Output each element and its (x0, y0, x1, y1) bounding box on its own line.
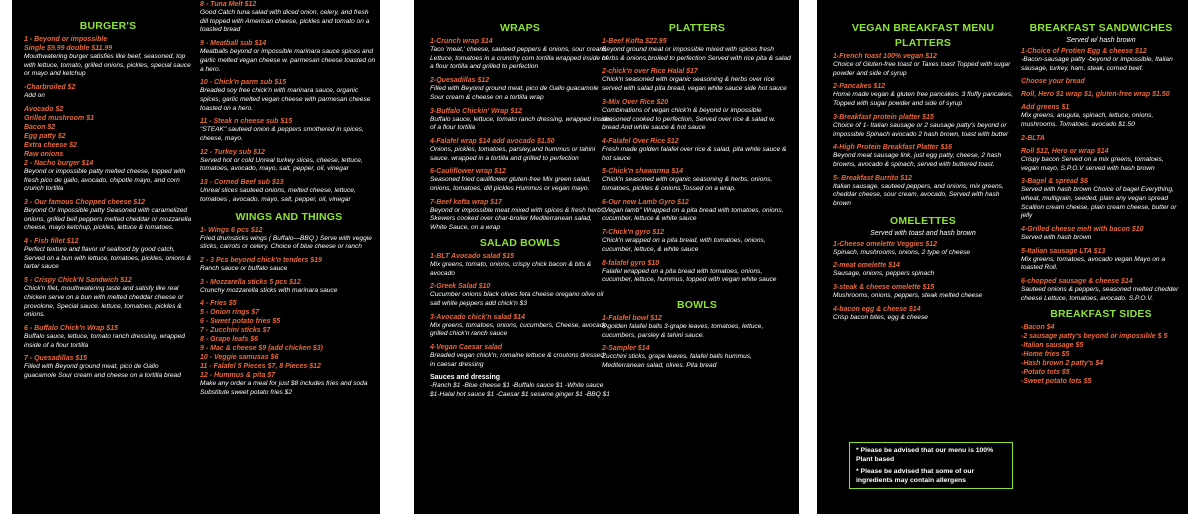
menu-item (430, 137, 610, 163)
section-title-breakfast-sandwiches: BREAKFAST SANDWICHES (1029, 22, 1173, 34)
sauces-list: -Ranch $1 -Blue cheese $1 -Buffalo sauce $1 -White sauce $1-Halal hot sauce $1 -Caesar $1 sesame ginger $1 -BBQ $1 (430, 382, 610, 399)
menu-item-title: Roll, Hero $1 wrap $1, gluten-free wrap $1.50 (1021, 91, 1170, 99)
menu-item-description: "Vegan lamb" Wrapped on a pita bread with tomatoes, onions, cucumber, lettuce & white sauce (602, 206, 784, 223)
side-item: -Italian sausage $5 (1021, 341, 1084, 349)
menu-item (200, 226, 378, 252)
menu-item-title: 1-Falafel bowl $12 (602, 314, 662, 322)
menu-item-title: 10 - Chick'n parm sub $15 (200, 79, 287, 87)
menu-item (24, 324, 192, 350)
menu-item-title: 1 - Beyond or impossible (24, 36, 108, 43)
menu-item-description: Filled with Beyond ground meat, pico de Gallo guacamole Sour cream and cheese on a tortilla bread (24, 363, 181, 380)
menu-item (200, 278, 378, 296)
menu-item-title: 2-meat omelette $14 (833, 262, 900, 270)
menu-item-title: 3-Buffalo Chickin' Wrap $12 (430, 107, 523, 115)
menu-item (430, 37, 610, 72)
wings-list (200, 226, 378, 398)
menu-item (602, 198, 792, 224)
menu-item-description: Breaded soy free chick'n with marinara sauce, organic spices, garlic melted vegan cheese with parmesan cheese toasted on a hero. (200, 87, 371, 112)
menu-item-title: 3-Avocado chick'n salad $14 (430, 313, 526, 321)
menu-page-3 (817, 0, 1188, 514)
menu-item-description: Filled with Beyond ground meat, pico de Gallo guacamole Sour cream & cheese on a tortilla wrap (430, 85, 599, 101)
menu-item (1021, 277, 1181, 303)
subs-wings-column (200, 0, 378, 402)
menu-item-title: Raw onions (24, 150, 64, 158)
menu-item-description: Mouthwatering burger satisfies like beef, seasoned, top with lettuce, tomato, grilled onions, pickles, special sauce or mayo and ketchup (24, 53, 191, 78)
menu-item-description: Beyond meat sausage link, just egg patty, cheese, 2 hash browns, avocado & spinach, served with buttered toast. (833, 152, 1002, 168)
section-title-wings: WINGS AND THINGS (235, 210, 343, 223)
allergen-notice-box (849, 442, 1013, 489)
menu-item-description: Home made vegan & gluten free pancakes. 3 fluffy pancakes, Topped with sugar powder and side of syrup (833, 91, 1013, 108)
menu-item-title: 4-Falafel Over Rice $12 (602, 137, 679, 145)
menu-item-description: Meatballs beyond or impossible marinara sauce spices and garlic melted vegan cheese w. parmesan cheese toasted on a hero. (200, 48, 376, 73)
vegan-breakfast-column (833, 22, 1013, 327)
menu-item-title: 3-Mix Over Rice $20 (602, 98, 669, 106)
menu-item-title: 7 - Zucchini sticks $7 (200, 327, 271, 335)
menu-item (833, 240, 1013, 258)
menu-item-description: Falafel wrapped on a pita bread with tomatoes, onions, cucumber, lettuce, hummus, topped with vegan white sauce (602, 267, 777, 284)
menu-item (602, 314, 792, 340)
menu-item-description: Choice of 1- Italian sausage or 2 sausage patty's beyond or impossible Spinach avocado 2 hash brown, toast with butter (833, 121, 1009, 138)
sauces-block (430, 373, 610, 399)
menu-item (833, 305, 1013, 323)
menu-item-title: -Charbroiled $2 (24, 84, 76, 92)
menu-item-title: Single $9.99 double $11.99 (24, 45, 113, 52)
menu-item-description: Seasoned fried cauliflower gluten-free Mix green salad, onions, tomatoes, dill pickles Hummus or vegan mayo. (430, 176, 591, 193)
menu-item-description: Combinations of vegan chick'n & beyond or impossible seasoned cooked to perfection, Served over rice & salad w. bread And white sauce & hot sauce (602, 106, 776, 132)
menu-item (1021, 90, 1181, 99)
side-item: -2 sausage patty's beyond or impossible $ 5 (1021, 332, 1168, 340)
menu-item-description: Fresh made golden falafel over rice & salad, pita white sauce & hot sauce (602, 145, 787, 162)
menu-item-title: 2 - Nacho burger $14 (24, 159, 94, 167)
burgers-column (24, 20, 192, 385)
menu-item (1021, 103, 1181, 129)
menu-item (1021, 47, 1181, 73)
menu-item-description: Served with hash brown Choice of bagel Everything, wheat, multigrain, seeded, plain any vegan spread Scallion cream cheese, plain cream cheese, butter or jelly (1021, 186, 1177, 220)
menu-item (200, 39, 378, 74)
menu-item (1021, 77, 1181, 86)
wraps-list (430, 37, 610, 233)
menu-item-title: 3 - Our famous Chopped cheese $12 (24, 198, 145, 206)
menu-item-title: 12 - Hummus & pita $7 (200, 372, 276, 380)
menu-item (1021, 225, 1181, 243)
menu-page-1 (12, 0, 380, 514)
menu-item-description: Good Catch tuna salad with diced onion, celery, and fresh dill topped with American cheese, pickles and tomato on a toasted bread (200, 9, 370, 34)
menu-item-title: 7 - Quesadillas $15 (24, 355, 88, 363)
menu-item-title: 9 - Meatball sub $14 (200, 40, 267, 48)
menu-item-description: Taco 'meat,' cheese, sauteed peppers & onions, sour cream, Lettuce, tomatoes in a crunchy corn tortilla wrapped inside of a flour tortilla and grilled to perfection (430, 46, 608, 71)
menu-item-description: Mix greens, tomatoes, onions, cucumbers, Cheese, avocado, grilled chick'n ranch sauce (430, 321, 609, 338)
menu-item-description: -Bacon-sausage patty -beyond or impossible, Italian sausage, turkey, ham, steak, corned beef. (1021, 56, 1173, 72)
bowls-list (602, 314, 792, 371)
menu-item-title: 4-Falafel wrap $14 add avocado $1.50 (430, 137, 555, 145)
side-item: -Hash brown 2 patty's $4 (1021, 359, 1104, 367)
menu-item-description: Cucumber onions black olives feta cheese oregano olive oil salt white peppers add chick'n $3 (430, 291, 604, 307)
menu-item (200, 256, 378, 274)
menu-item-title: 4-High Protein Breakfast Platter $16 (833, 144, 953, 152)
platters-list (602, 37, 792, 285)
menu-item-description: Crispy bacon Served on a mix greens, tomatoes, vegan mayo, S.P.O.V served with hash brown (1021, 155, 1164, 172)
menu-item-title: Extra cheese $2 (24, 141, 77, 149)
plant-based-note: * Please be advised that our menu is 100% Plant based (856, 447, 994, 463)
menu-item-description: Breaded vegan chick'n, romaine lettuce & croutons dressed in caesar dressing (430, 352, 604, 368)
menu-item-description: "STEAK" sauteed onion & peppers smothered in spices, cheese, mayo. (200, 126, 364, 143)
menu-item-title: 3 - Mozzarella sticks 5 pcs $12 (200, 278, 301, 286)
menu-item-title: 1-Crunch wrap $14 (430, 38, 493, 45)
menu-item-description: Chick'n filet, mouthwatering taste and satisfy like real chicken serve on a bun with melted cheddar cheese or provolone, Special sauce. lettuce, tomatoes, pickles & onions. (24, 285, 184, 319)
menu-item-title: 2-Greek Salad $10 (430, 283, 491, 291)
menu-item (24, 123, 192, 132)
menu-item (200, 344, 378, 353)
menu-item-title: 6 - Sweet potato fries $5 (200, 318, 281, 326)
menu-item-title: 1-French toast 100% vegan $12 (833, 53, 937, 60)
menu-item-description: Crunchy mozzarella sticks with marinara sauce (200, 286, 338, 294)
menu-item (200, 353, 378, 362)
menu-item (1021, 134, 1181, 143)
menu-item-description: Italian sausage, sauteed peppers, and onions, mix greens, cheddar cheese, sour cream, avocado, Served with hash brown (833, 182, 1004, 208)
side-item: -Bacon $4 (1021, 323, 1055, 331)
menu-item-description: Mix greens, tomato, onions, crispy chick bacon & bits & avocado (430, 260, 592, 277)
menu-item-title: 1-Beef Kofta $22.95 (602, 38, 667, 45)
menu-item-title: Egg patty $2 (24, 132, 66, 140)
menu-item-description: Add on (24, 92, 45, 100)
menu-item (430, 167, 610, 193)
wraps-salad-column (430, 22, 610, 404)
menu-item (200, 148, 378, 174)
menu-item (602, 137, 792, 163)
menu-item (24, 105, 192, 114)
menu-item-title: Add greens $1 (1021, 104, 1070, 112)
section-title-breakfast-sides: BREAKFAST SIDES (1050, 307, 1152, 320)
section-title-platters-breakfast: PLATTERS (894, 37, 952, 49)
menu-item-title: 9 - Mac & cheese $9 (add chicken $3) (200, 345, 323, 353)
section-title-vegan-breakfast: VEGAN BREAKFAST MENU (851, 22, 995, 34)
menu-item-title: 6 - Buffalo Chick'n Wrap $15 (24, 324, 118, 332)
menu-page-2 (414, 0, 799, 514)
menu-item-description: Crisp bacon bites, egg & cheese (833, 313, 928, 321)
menu-item (24, 150, 192, 159)
menu-item-title: 3-Bagel & spread $6 (1021, 178, 1088, 186)
menu-item-title: 11 - Falafel 5 Pieces $7, 8 Pieces $12 (200, 363, 321, 371)
menu-item-title: Grilled mushroom $1 (24, 114, 95, 122)
side-item: -Potato tots $5 (1021, 368, 1070, 376)
menu-item (24, 159, 192, 194)
menu-item-title: 2-Pancakes $12 (833, 83, 886, 91)
menu-item-description: Served with hash brown (1021, 234, 1092, 242)
menu-item-description: Beyond or impossible patty melted cheese, topped with fresh pico de gallo, avocado, chipotle mayo, and corn crunch tortilla (24, 167, 186, 193)
menu-item-title: 4 - Fish fillet $12 (24, 238, 79, 246)
menu-item (602, 67, 792, 93)
sauces-title: Sauces and dressing (430, 374, 501, 382)
menu-item (200, 299, 378, 308)
sandwiches-subtitle: Served w/ hash brown (1066, 37, 1136, 44)
platters-bowls-column (602, 22, 792, 375)
menu-item (430, 107, 610, 133)
menu-item-description: Mushrooms, onions, peppers, steak melted cheese (833, 292, 983, 300)
menu-item-title: 2-BLTA (1021, 134, 1045, 142)
menu-item (602, 344, 792, 370)
menu-item-description: Chick'n seasoned with organic seasoning & herbs over rice served with salad pita bread, vegan white sauce side hot sauce (602, 76, 787, 93)
menu-item-description: 6 golden falafel balls 3-grape leaves, tomatoes, lettuce, cucumbers, parsley & tahini sauce. (602, 322, 764, 339)
menu-item-title: 4-bacon egg & cheese $14 (833, 305, 921, 313)
menu-item-description: Mix greens, arugula, spinach, lettuce, onions, mushrooms. Tomatoes. avocado $1.50 (1021, 112, 1154, 129)
menu-item (200, 0, 378, 35)
menu-item (24, 141, 192, 150)
menu-item (430, 343, 610, 369)
menu-item (602, 228, 792, 254)
menu-item (833, 283, 1013, 301)
menu-item (200, 362, 378, 371)
menu-item (833, 82, 1013, 108)
menu-item-title: 1-Cheese omelette Veggies $12 (833, 240, 938, 248)
menu-item-description: Unreal slices sauteed onions, melted cheese, lettuce, tomatoes , avocado, mayo, salt, pepper, oil, vinegar (200, 187, 356, 203)
menu-item (430, 282, 610, 308)
menu-item-description: Chick'n seasoned with organic seasoning & herbs, onions, tomatoes, pickles & onions.Tossed on a wrap. (602, 176, 773, 193)
menu-item (24, 114, 192, 123)
menu-item-description: Chick'n wrapped on a pita bread, with tomatoes, onions, cucumber, lettuce, & white sauce (602, 237, 766, 253)
menu-item-title: 3-steak & cheese omelette $15 (833, 284, 935, 292)
menu-item-title: 5 - Crispy Chick'N Sandwich $12 (24, 277, 132, 285)
side-item: -Sweet potato tots $5 (1021, 377, 1092, 385)
menu-item-title: 5- Breakfast Burrito $12 (833, 174, 912, 182)
sides-list (1021, 323, 1181, 386)
menu-item-title: 8 - Tuna Melt $12 (200, 1, 257, 8)
menu-item-title: 7-Chick'n gyro $12 (602, 229, 664, 237)
menu-item-description: Sauteed onions & peppers, seasoned melted chedder cheese Lettuce, tomatoes, avocado. S.P.O.V. (1021, 286, 1179, 302)
section-title-omelettes: OMELETTES (890, 214, 956, 227)
menu-item (24, 35, 192, 44)
menu-item-description: Spinach, mushrooms, onions, 2 type of cheese (833, 248, 971, 256)
menu-item-title: 3-Breakfast protein platter $15 (833, 113, 934, 121)
menu-item (833, 52, 1013, 78)
menu-item-title: 2-chick'n over Rice Halal $17 (602, 68, 698, 76)
menu-item-description: Beyond ground meat or impossible mixed with spices fresh herbs & onions,broiled to perfection Served with rice pita & salad (602, 46, 791, 62)
menu-item (602, 259, 792, 285)
menu-item-title: 2-Quesadillas $12 (430, 77, 490, 85)
menu-item-description: Sausage, onions, peppers spinach (833, 270, 935, 278)
menu-item-title: 10 - Veggie samusas $6 (200, 354, 279, 362)
menu-item-title: 8 - Grape leafs $6 (200, 336, 258, 344)
menu-item (200, 117, 378, 143)
menu-item-title: 2 - 3 Pcs beyond chick'n tenders $19 (200, 256, 322, 264)
menu-item-title: 5 - Onion rings $7 (200, 309, 260, 317)
menu-item-title: 4 - Fries $5 (200, 300, 237, 308)
menu-item (833, 174, 1013, 209)
menu-item-description: Fried drumsticks wings ( Buffalo—BBQ ) Serve with veggie sticks, carrots or celery. Choice of blue cheese or ranch (200, 234, 372, 251)
menu-item (24, 83, 192, 101)
menu-item-title: 12 - Turkey sub $12 (200, 148, 265, 156)
menu-item (430, 313, 610, 339)
menu-item-title: 4-Vegan Caesar salad (430, 344, 503, 352)
menu-item-title: 5-Chick'n shawarma $14 (602, 168, 684, 176)
sandwiches-list (1021, 47, 1181, 304)
menu-item (24, 132, 192, 141)
breakfast-sandwich-column (1021, 22, 1181, 386)
menu-item (24, 276, 192, 320)
menu-item-title: Avocado $2 (24, 105, 64, 113)
menu-item (430, 76, 610, 102)
menu-item-title: 1-BLT Avocado salad $15 (430, 252, 515, 260)
menu-item-title: Roll $12, Hero or wrap $14 (1021, 147, 1109, 155)
side-item: -Home fries $5 (1021, 350, 1070, 358)
menu-item-title: 6-Our new Lamb Gyro $12 (602, 198, 689, 206)
section-title-bowls: BOWLS (676, 298, 718, 311)
allergen-note: * Please be advised that some of our ingredients may contain allergens (856, 468, 975, 484)
menu-item-title: 5-Italian sausage LTA $13 (1021, 247, 1106, 255)
menu-item-title: 7-Beef kofta wrap $17 (430, 198, 502, 206)
menu-item-description: Perfect texture and flavor of seafood by good catch, Served on a bun with lettuce, tomatoes, pickles, onions & tartar sauce (24, 246, 192, 271)
omelettes-list (833, 240, 1013, 323)
menu-item (200, 326, 378, 335)
menu-item (1021, 147, 1181, 173)
menu-item-description: Served hot or cold Unreal turkey slices, cheese, lettuce, tomatoes, avocado, mayo, salt, pepper, oil, vinegar (200, 156, 363, 173)
menu-item-description: Ranch sauce or buffalo sauce (200, 264, 288, 272)
menu-item-description: Choice of Gluten-free toast or Taxes toast Topped with sugar powder and side of syrup (833, 61, 1011, 77)
menu-item-title: Choose your bread (1021, 78, 1085, 86)
menu-item (1021, 177, 1181, 221)
menu-item (200, 371, 378, 397)
menu-item (200, 335, 378, 344)
menu-item-description: Zucchini sticks, grape leaves, falafel balls hummus, Mediterranean salad, olives. Pita bread (602, 353, 752, 370)
menu-item-title: 2-Sampler $14 (602, 345, 650, 353)
menu-item (430, 252, 610, 278)
menu-item-description: Beyond or impossible meat mixed with spices & fresh herbs, Skewers cooked over char-broiler Mediterranean salad, White Sauce, on a wrap (430, 206, 606, 232)
menu-item (200, 78, 378, 113)
menu-item-description: Beyond Or impossible patty Seasoned with caramelized onions, grilled bell peppers melted cheddar or mozzarella cheese, mayo ketchup, pickles, lettuce & tomatoes. (24, 206, 192, 232)
section-title-salad-bowls: SALAD BOWLS (479, 236, 561, 249)
menu-item-title: 1-Choice of Protien Egg & cheese $12 (1021, 48, 1147, 55)
menu-item (200, 308, 378, 317)
menu-item-title: 13 - Corned Beef sub $13 (200, 179, 284, 187)
menu-item-description: Buffalo sauce, lettuce, tomato ranch dressing, wrapped inside of a flour tortilla (24, 332, 185, 349)
vegan-platters-list (833, 52, 1013, 209)
menu-item-description: Make any order a meal for just $8 includes fries and soda Substitute sweet potato fries $2 (200, 380, 368, 397)
menu-item-title: 1- Wings 6 pcs $12 (200, 226, 263, 234)
menu-item (430, 198, 610, 233)
menu-item-description: Mix greens, tomatoes, avocado vegan Mayo on a toasted Roll. (1021, 255, 1166, 272)
menu-item (602, 37, 792, 63)
menu-item (602, 167, 792, 193)
menu-item (200, 178, 378, 204)
menu-item-title: 6-chopped sausage & cheese $14 (1021, 278, 1133, 286)
menu-item (200, 317, 378, 326)
menu-item (833, 143, 1013, 169)
burgers-list (24, 35, 192, 381)
menu-item (24, 354, 192, 380)
section-title-wraps: WRAPS (499, 22, 541, 34)
menu-item (602, 98, 792, 133)
menu-item-description: Onions, pickles, tomatoes, parsley,and hummus or tahini sauce. wrapped in a tortilla and grilled to perfection (430, 145, 596, 162)
subs-list (200, 0, 378, 205)
menu-item (1021, 247, 1181, 273)
menu-item (24, 198, 192, 233)
menu-item-title: 6-Cauliflower wrap $12 (430, 168, 506, 176)
menu-item-title: 4-Grilled cheese melt with bacon $10 (1021, 226, 1144, 234)
menu-item-title: Bacon $2 (24, 123, 56, 131)
section-title-burgers: BURGER'S (79, 20, 137, 32)
omelettes-subtitle: Served with toast and hash brown (870, 229, 976, 237)
salad-list (430, 252, 610, 370)
menu-item (833, 113, 1013, 139)
menu-item (24, 237, 192, 272)
menu-item-title: 11 - Steak n cheese sub $15 (200, 118, 293, 126)
section-title-platters: PLATTERS (668, 22, 726, 34)
menu-item-description: Buffalo sauce, lettuce, tomato ranch dressing, wrapped inside of a flour tortilla (430, 115, 610, 132)
menu-item (833, 261, 1013, 279)
menu-item (24, 44, 192, 79)
menu-item-title: 8-falafel gyro $10 (602, 259, 660, 267)
